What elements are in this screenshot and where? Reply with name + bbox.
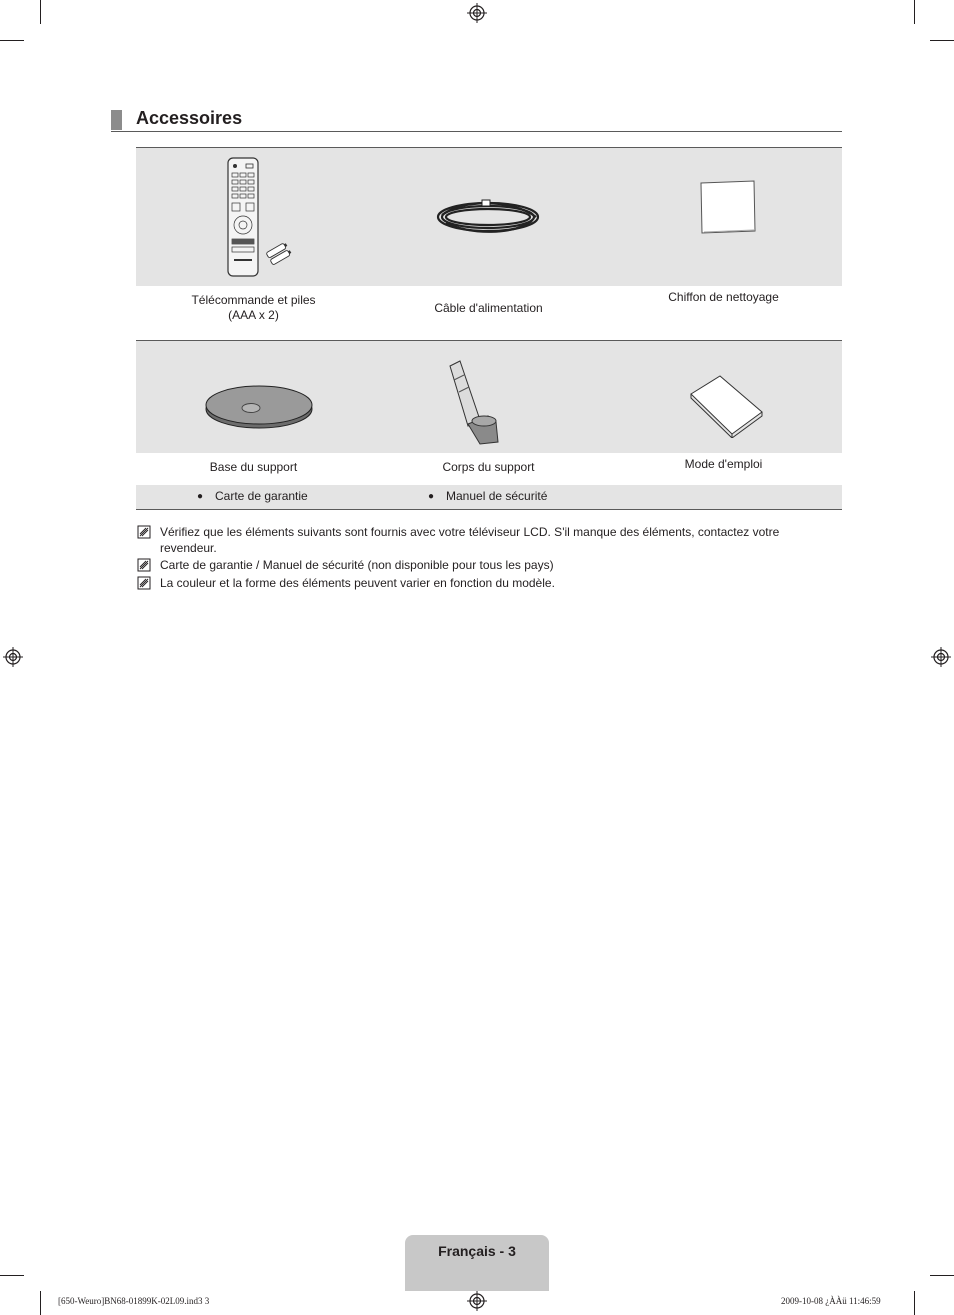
caption-user-manual: Mode d'emploi <box>684 457 763 471</box>
extra-item: Carte de garantie <box>215 489 308 503</box>
power-cord-icon <box>432 195 544 239</box>
date-slug: 2009-10-08 ¿ÀÀü 11:46:59 <box>781 1296 881 1306</box>
caption-stand-base: Base du support <box>209 460 298 474</box>
stand-body-icon <box>446 358 508 446</box>
registration-mark-icon <box>3 647 23 667</box>
section-title-rule <box>111 131 842 132</box>
bullet-icon: ● <box>428 491 435 502</box>
crop-mark <box>930 40 954 41</box>
note-item: Carte de garantie / Manuel de sécurité (non disponible pour tous les pays) <box>160 558 554 572</box>
user-manual-icon <box>688 372 768 438</box>
crop-mark <box>40 1291 41 1315</box>
section-title-accent <box>111 110 122 130</box>
note-icon <box>137 525 151 539</box>
crop-mark <box>914 0 915 24</box>
crop-mark <box>0 40 24 41</box>
registration-mark-icon <box>467 3 487 23</box>
caption-stand-body: Corps du support <box>442 460 535 474</box>
caption-power-cord: Câble d'alimentation <box>434 301 543 315</box>
section-title: Accessoires <box>136 108 243 128</box>
bullet-icon: ● <box>197 491 204 502</box>
registration-mark-icon <box>931 647 951 667</box>
file-slug: [650-Weuro]BN68-01899K-02L09.ind3 3 <box>58 1296 210 1306</box>
note-icon <box>137 576 151 590</box>
caption-remote-control: Télécommande et piles (AAA x 2) <box>191 293 316 322</box>
caption-cleaning-cloth: Chiffon de nettoyage <box>668 290 779 304</box>
page-number-label: Français - 3 <box>438 1243 516 1259</box>
cleaning-cloth-icon <box>694 177 760 237</box>
crop-mark <box>930 1275 954 1276</box>
note-item: La couleur et la forme des éléments peuvent varier en fonction du modèle. <box>160 576 555 590</box>
crop-mark <box>0 1275 24 1276</box>
extra-item: Manuel de sécurité <box>446 489 548 503</box>
registration-mark-icon <box>467 1291 487 1311</box>
note-item: Vérifiez que les éléments suivants sont fournis avec votre téléviseur LCD. S'il manque des éléments, contactez votre revendeur. <box>160 525 780 555</box>
stand-base-icon <box>202 380 316 432</box>
crop-mark <box>914 1291 915 1315</box>
note-icon <box>137 558 151 572</box>
table-rule <box>136 509 842 510</box>
remote-control-icon <box>222 155 294 279</box>
crop-mark <box>40 0 41 24</box>
